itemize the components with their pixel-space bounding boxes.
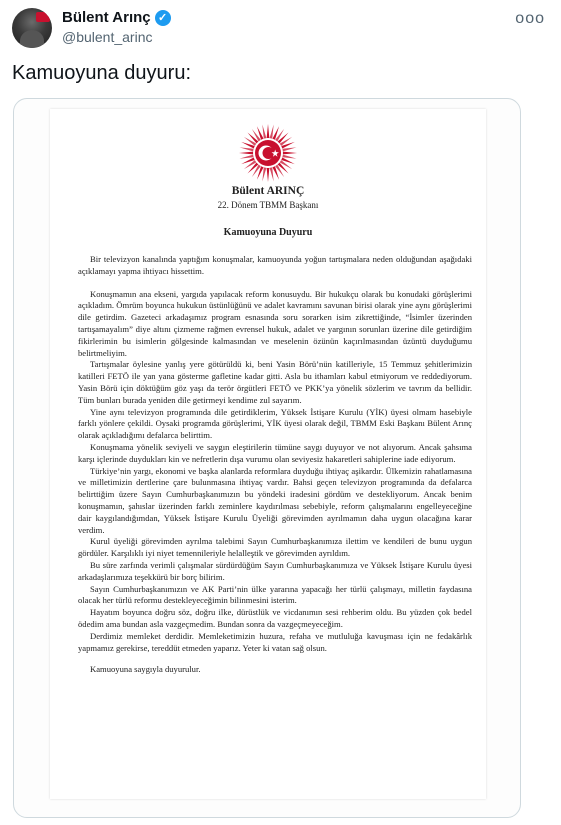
paragraph: Sayın Cumhurbaşkanımızın ve AK Parti’nin ülke yararına yapacağı her türlü çalışmayı, milletin faydasına olacak her türlü reformu destekleyeceğimin bilinmesini isterim. (78, 583, 472, 606)
paragraph: Tartışmalar öylesine yanlış yere götürüldü ki, beni Yasin Börü’nün katilleriyle, 15 Temmuz şehitlerimizin katilleri FETÖ ile yan yana gösterme gafletine kadar gitti. Asla bu ithamları kabul etmiyorum ve reddediyorum. Yasin Börü için döktüğüm göz yaşı da terör örgütleri FETÖ ve PKK’ya yönelik sözlerim ve tavrım da bellidir. Tüm bunları burada yeniden dile getirmeyi kendime zul sayarım. (78, 359, 472, 405)
paragraph: Konuşmama yönelik seviyeli ve saygın eleştirilerin tümüne saygı duyuyor ve not alıyorum. Ancak şahsıma karşı içlerinde duydukları kin ve nefretlerin dışa vurumu olan seviyesiz hakaretleri sahiplerine iade ediyorum. (78, 441, 472, 464)
closing-line: Kamuoyuna saygıyla duyurulur. (90, 664, 201, 675)
tbmm-emblem-icon (236, 121, 300, 185)
verified-badge-icon: ✓ (155, 10, 171, 26)
document-author: Bülent ARINÇ (231, 185, 305, 197)
paragraph: Hayatım boyunca doğru söz, doğru ilke, dürüstlük ve vicdanımın sesi rehberim oldu. Bu yüzden çok bedel ödedim ama bundan asla vazgeçmedim. Bundan sonra da vazgeçmeyeceğim. (78, 607, 472, 629)
user-handle[interactable]: @bulent_arinc (62, 29, 153, 45)
document-role: 22. Dönem TBMM Başkanı (217, 200, 319, 210)
paragraph: Yine aynı televizyon programında dile getirdiklerim, Yüksek İstişare Kurulu (YİK) üyesi olmam hasebiyle farklı yönlere çekildi. Oysaki programda görüşlerimi, YİK üyesi olarak değil, TBMM Eski Başkanı Bülent Arınç olarak açıkladığımı defalarca belirttim. (78, 406, 472, 441)
tweet-header (12, 8, 549, 48)
paragraph-intro: Bir televizyon kanalında yaptığım konuşmalar, kamuoyunda yoğun tartışmalara neden olduğundan aşağıdaki açıklamayı yapma ihtiyacı hissettim. (78, 254, 472, 276)
display-name[interactable]: Bülent Arınç (62, 9, 151, 26)
avatar[interactable] (12, 8, 52, 48)
more-options-icon[interactable]: ooo (515, 10, 545, 27)
paragraph: Kurul üyeliği görevimden ayrılma talebimi Sayın Cumhurbaşkanımıza ilettim ve kendileri de bunu uygun gördüler. Karşılıklı iyi niyet temennileriyle helalleştik ve görevimden ayrıldım. (78, 536, 472, 559)
paragraph: Türkiye’nin yargı, ekonomi ve başka alanlarda reformlara duyduğu ihtiyaç aşikardır. Ülkemizin rahatlamasına ve milletimizin dertlerine çare bulunmasına ihtiyaç vardır. Bahsi geçen televizyon programında da defalarca belirttiğim üzere Sayın Cumhurbaşkanımızın bu yöndeki iradesini gördüm ve destekliyorum. Ancak benim konuşmamın, şahıslar üzerinden farklı zeminlere kaydırılması sebebiyle, reform çalışmalarını engelleyeceğine dair kaygılandığımdan, Yüksek İstişare Kurulu Üyeliği görevimden ayrılmamın daha uygun olacağına karar verdim. (78, 465, 472, 535)
paragraph: Konuşmamın ana ekseni, yargıda yapılacak reform konusuydu. Bir hukukçu olarak bu konudaki görüşlerimi açıkladım. Ömrüm boyunca hukukun üstünlüğünü ve adalet kavramını savunan birisi olarak yine aynı görüşlerimi dile getirdim. Gazeteci arkadaşımız program esnasında soru sorarken isim zikrettiğinde, “İsimler üzerinden tartışamayalım” diye altını çizmeme rağmen evrensel hukuk, adalet ve yargının sorunları üzerine dile getirdiğim fikirlerimin bu isimlerin gölgesinde kalmasından ve meselenin özünün kaçırılmasından üzüntü duyduğumu belirtmeliyim. (78, 288, 472, 358)
paragraph: Derdimiz memleket derdidir. Memleketimizin huzura, refaha ve mutluluğa kavuşması için ne fedakârlık yapmamız gerekirse, tereddüt etmeden yaparız. Yeter ki vatan sağ olsun. (78, 630, 472, 653)
document-body (78, 254, 472, 676)
statement-document (50, 109, 486, 799)
tweet-image[interactable] (13, 98, 521, 818)
document-title: Kamuoyuna Duyuru (223, 227, 313, 238)
tweet-text: Kamuoyuna duyuru: (12, 62, 192, 84)
name-row (62, 9, 171, 26)
paragraph: Bu süre zarfında verimli çalışmalar sürdürdüğüm Sayın Cumhurbaşkanımıza ve Yüksek İstişare Kurulu üyesi arkadaşlarımıza teşekkürü bir borç bilirim. (78, 559, 472, 582)
